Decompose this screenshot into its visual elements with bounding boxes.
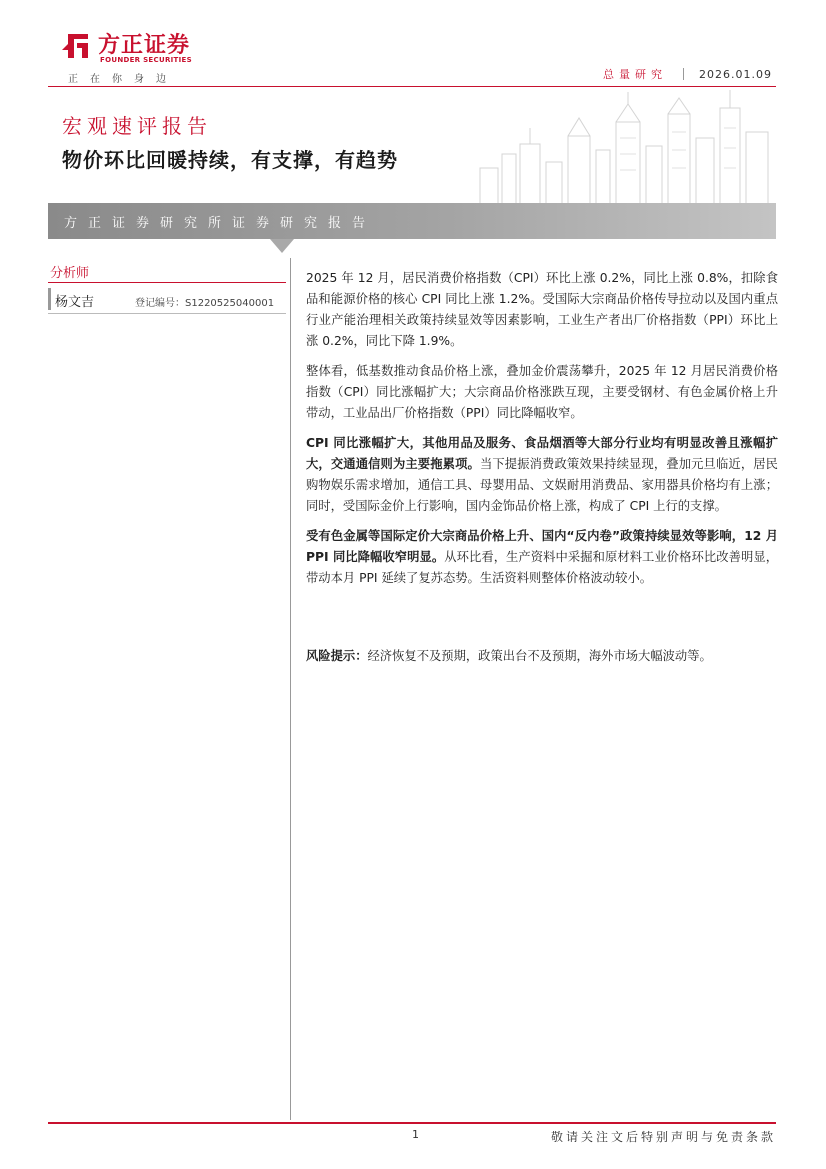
analyst-bottom-divider: [48, 313, 286, 314]
logo-english-name: FOUNDER SECURITIES: [100, 56, 192, 64]
header-divider: [48, 86, 776, 87]
analyst-accent-bar: [48, 288, 51, 310]
company-logo: [62, 28, 202, 84]
footer-divider: [48, 1122, 776, 1124]
risk-warning: [306, 646, 786, 667]
report-date: 2026.01.09: [699, 68, 772, 81]
paragraph-3-text: 当下提振消费政策效果持续显现，叠加元旦临近，居民购物娱乐需求增加，通信工具、母婴用品、文娱耐用消费品、家用器具价格均有上涨；同时，受国际金价上行影响，国内金饰品价格上涨，构成了 CPI 上行的支撑。: [306, 457, 778, 513]
founder-logo-icon: [62, 30, 94, 62]
header-separator: [683, 68, 684, 80]
paragraph-4-lead: 受有色金属等国际定价大宗商品价格上升、国内“反内卷”政策持续显效等影响，12 月 PPI 同比降幅收窄明显。: [306, 529, 778, 564]
report-banner: [48, 203, 776, 239]
logo-slogan: 正在你身边: [68, 74, 178, 85]
analyst-registration: 登记编号：S1220525040001: [135, 298, 275, 309]
risk-text: 经济恢复不及预期，政策出台不及预期，海外市场大幅波动等。: [367, 649, 712, 663]
body-paragraph-1: 2025 年 12 月，居民消费价格指数（CPI）环比上涨 0.2%，同比上涨 0.8%，扣除食品和能源价格的核心 CPI 同比上涨 1.2%。受国际大宗商品价格传导拉动以及国内重点行业产能治理相关政策持续显效等因素影响，工业生产者出厂价格指数（PPI）环比上涨 0.2%，同比下降 1.9%。: [306, 271, 778, 348]
report-body: [306, 268, 778, 598]
body-paragraph-4: [306, 526, 778, 589]
analyst-heading: 分析师: [50, 266, 90, 281]
report-type: 宏观速评报告: [62, 114, 212, 138]
banner-text: 方正证券研究所证券研究报告: [64, 216, 377, 231]
footer-disclaimer: 敬请关注文后特别声明与免责条款: [550, 1130, 776, 1144]
paragraph-3-lead: CPI 同比涨幅扩大，其他用品及服务、食品烟酒等大部分行业均有明显改善且涨幅扩大，交通通信则为主要拖累项。: [306, 436, 778, 471]
header-meta: [603, 66, 772, 82]
banner-notch: [270, 239, 294, 253]
analyst-divider: [48, 282, 286, 283]
logo-chinese-name: 方正证券: [98, 33, 191, 58]
column-divider: [290, 258, 291, 1120]
report-category: 总量研究: [603, 68, 668, 81]
risk-label: 风险提示：: [306, 649, 368, 663]
report-title: 物价环比回暖持续，有支撑，有趋势: [62, 148, 398, 172]
body-paragraph-2: 整体看，低基数推动食品价格上涨，叠加金价震荡攀升，2025 年 12 月居民消费价格指数（CPI）同比涨幅扩大；大宗商品价格涨跌互现，主要受钢材、有色金属价格上升带动，工业品出厂价格指数（PPI）同比降幅收窄。: [306, 364, 778, 420]
paragraph-4-text: 从环比看，生产资料中采掘和原材料工业价格环比改善明显，带动本月 PPI 延续了复苏态势。生活资料则整体价格波动较小。: [306, 550, 778, 585]
page-number: 1: [412, 1128, 419, 1141]
body-paragraph-3: [306, 433, 778, 517]
analyst-name: 杨文吉: [55, 295, 95, 310]
city-skyline-illustration: [470, 88, 776, 206]
